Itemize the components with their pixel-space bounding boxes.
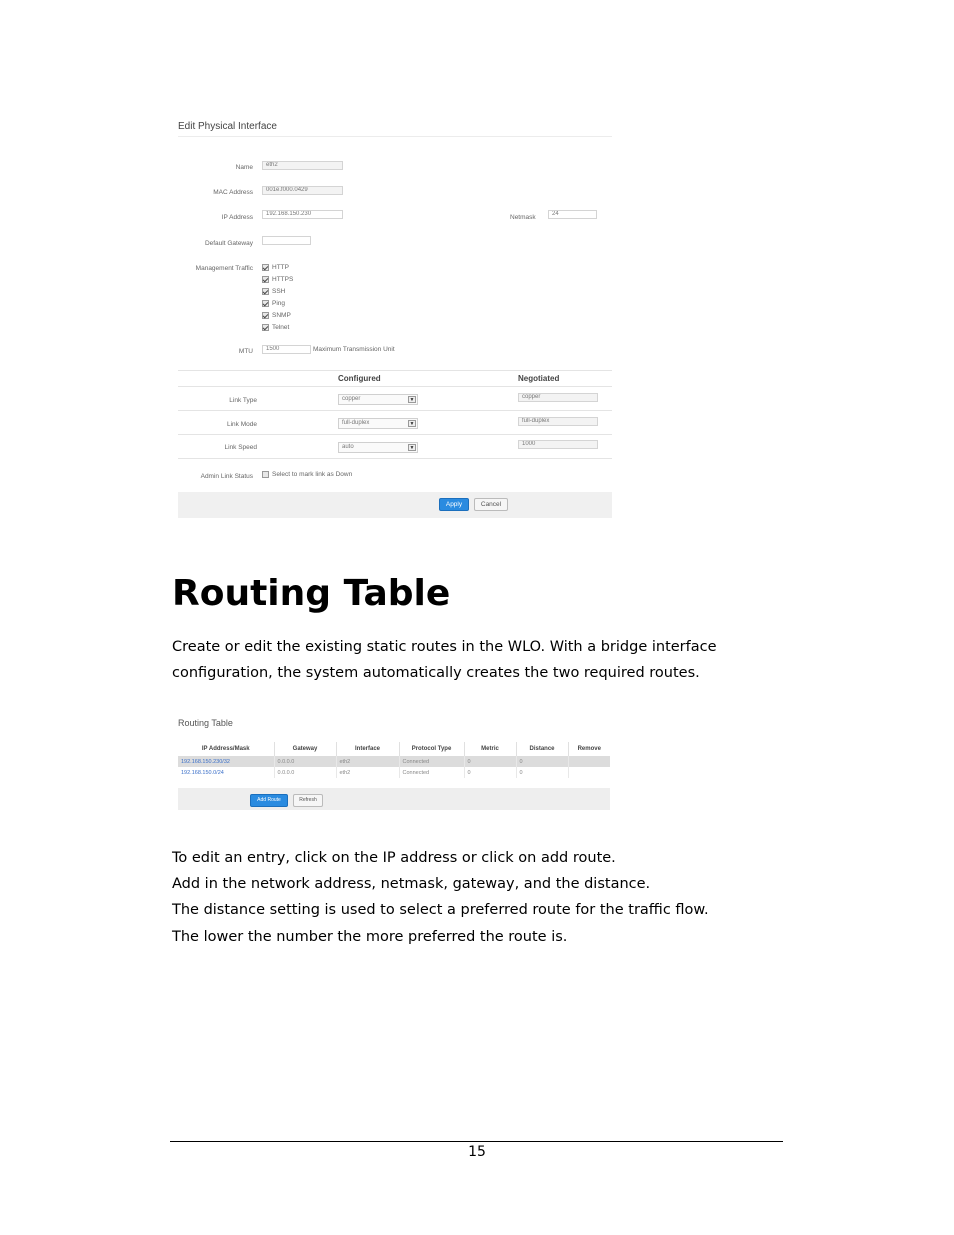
checkbox-icon[interactable]	[262, 471, 269, 478]
route-protocol: Connected	[399, 756, 464, 767]
instruction-line-4: The lower the number the more preferred the route is.	[172, 929, 568, 945]
section-divider	[178, 386, 612, 387]
chevron-down-icon[interactable]: ▼	[409, 421, 415, 427]
instruction-line-2: Add in the network address, netmask, gateway, and the distance.	[172, 876, 651, 892]
col-protocol-type[interactable]: Protocol Type	[399, 742, 464, 756]
col-interface[interactable]: Interface	[336, 742, 399, 756]
routing-table-footer-bar	[178, 788, 610, 810]
link-mode-label: Link Mode	[227, 421, 257, 428]
chevron-down-icon[interactable]: ▼	[409, 397, 415, 403]
link-mode-select[interactable]: full-duplex ▼	[338, 418, 418, 429]
route-remove[interactable]	[568, 756, 610, 767]
route-distance: 0	[516, 767, 568, 778]
page-number: 15	[468, 1144, 486, 1160]
mgmt-option-ping[interactable]: Ping	[262, 300, 285, 310]
route-metric: 0	[464, 767, 516, 778]
row-divider	[178, 458, 612, 459]
mac-label: MAC Address	[213, 189, 253, 196]
configured-header: Configured	[338, 374, 381, 383]
name-field[interactable]: eth2	[262, 161, 343, 170]
row-divider	[178, 410, 612, 411]
admin-status-label: Admin Link Status	[200, 473, 253, 480]
negotiated-header: Negotiated	[518, 374, 560, 383]
link-type-negotiated: copper	[518, 393, 598, 402]
intro-line-1: Create or edit the existing static routes in the WLO. With a bridge interface	[172, 639, 717, 655]
edit-physical-interface-screenshot	[172, 112, 614, 522]
gateway-label: Default Gateway	[204, 240, 253, 247]
name-label: Name	[235, 164, 253, 171]
checkbox-icon[interactable]	[262, 288, 269, 295]
checkbox-icon[interactable]	[262, 264, 269, 271]
link-speed-negotiated: 1000	[518, 440, 598, 449]
col-ip-address[interactable]: IP Address/Mask	[178, 742, 274, 756]
mgmt-traffic-label: Management Traffic	[195, 265, 253, 272]
intro-line-2: configuration, the system automatically creates the two required routes.	[172, 665, 700, 681]
row-divider	[178, 434, 612, 435]
form-title: Edit Physical Interface	[178, 121, 277, 132]
col-metric[interactable]: Metric	[464, 742, 516, 756]
gateway-field[interactable]	[262, 236, 311, 245]
mgmt-option-telnet[interactable]: Telnet	[262, 324, 289, 334]
route-gateway: 0.0.0.0	[274, 756, 336, 767]
admin-status-checkbox[interactable]: Select to mark link as Down	[262, 471, 352, 481]
route-gateway: 0.0.0.0	[274, 767, 336, 778]
title-divider	[178, 136, 612, 137]
footer-divider	[170, 1141, 783, 1142]
instruction-line-3: The distance setting is used to select a preferred route for the traffic flow.	[172, 902, 709, 918]
route-ip-link[interactable]: 192.168.150.0/24	[178, 767, 274, 778]
route-metric: 0	[464, 756, 516, 767]
refresh-button[interactable]: Refresh	[293, 794, 323, 807]
form-footer-bar	[178, 492, 612, 518]
netmask-label: Netmask	[510, 214, 536, 221]
checkbox-icon[interactable]	[262, 300, 269, 307]
mtu-field[interactable]: 1500	[262, 345, 311, 354]
instruction-line-1: To edit an entry, click on the IP address or click on add route.	[172, 850, 616, 866]
ip-field[interactable]: 192.168.150.230	[262, 210, 343, 219]
link-type-select[interactable]: copper ▼	[338, 394, 418, 405]
mac-field[interactable]: 001e.f000.0429	[262, 186, 343, 195]
cancel-button[interactable]: Cancel	[474, 498, 508, 511]
col-distance[interactable]: Distance	[516, 742, 568, 756]
col-remove[interactable]: Remove	[577, 746, 601, 752]
checkbox-icon[interactable]	[262, 324, 269, 331]
route-interface: eth2	[336, 756, 399, 767]
link-speed-label: Link Speed	[224, 444, 257, 451]
route-distance: 0	[516, 756, 568, 767]
mtu-hint: Maximum Transmission Unit	[313, 346, 395, 353]
mgmt-option-snmp[interactable]: SNMP	[262, 312, 291, 322]
link-type-label: Link Type	[229, 397, 257, 404]
section-heading: Routing Table	[172, 573, 451, 614]
routing-table-title: Routing Table	[178, 718, 233, 728]
route-protocol: Connected	[399, 767, 464, 778]
routing-table	[178, 742, 610, 778]
col-gateway[interactable]: Gateway	[274, 742, 336, 756]
route-interface: eth2	[336, 767, 399, 778]
table-row[interactable]	[178, 767, 610, 778]
checkbox-icon[interactable]	[262, 312, 269, 319]
chevron-down-icon[interactable]: ▼	[409, 445, 415, 451]
table-header-row	[178, 742, 610, 756]
ip-label: IP Address	[221, 214, 253, 221]
link-mode-negotiated: full-duplex	[518, 417, 598, 426]
table-row[interactable]	[178, 756, 610, 767]
mgmt-option-http[interactable]: HTTP	[262, 264, 289, 274]
add-route-button[interactable]: Add Route	[250, 794, 288, 807]
mgmt-option-https[interactable]: HTTPS	[262, 276, 293, 286]
netmask-field[interactable]: 24	[548, 210, 597, 219]
section-divider	[178, 370, 612, 371]
routing-table-screenshot	[172, 712, 614, 812]
mtu-label: MTU	[238, 348, 253, 355]
apply-button[interactable]: Apply	[439, 498, 469, 511]
route-remove[interactable]	[568, 767, 610, 778]
checkbox-icon[interactable]	[262, 276, 269, 283]
mgmt-option-ssh[interactable]: SSH	[262, 288, 285, 298]
link-speed-select[interactable]: auto ▼	[338, 442, 418, 453]
route-ip-link[interactable]: 192.168.150.230/32	[178, 756, 274, 767]
